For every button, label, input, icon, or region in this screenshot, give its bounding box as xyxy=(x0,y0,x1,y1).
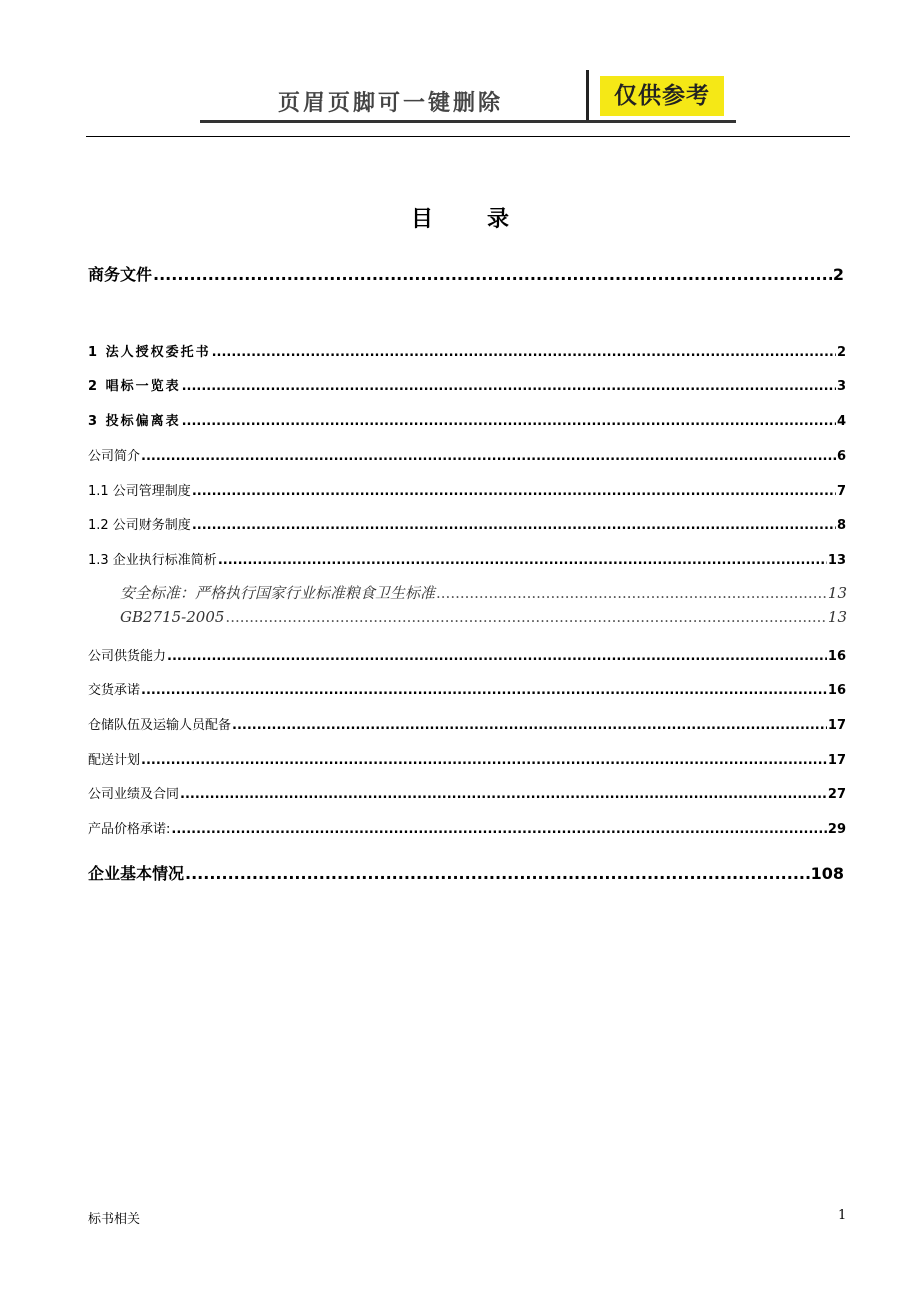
toc-entry-label: 公司业绩及合同 xyxy=(88,787,180,802)
toc-entry[interactable] xyxy=(88,714,846,733)
toc-entry-page: 16 xyxy=(827,683,846,698)
toc-entry[interactable] xyxy=(88,262,844,285)
toc-entry-label: 产品价格承诺: xyxy=(88,822,171,837)
toc-entry-label: 配送计划 xyxy=(88,753,141,768)
toc-entry-page: 2 xyxy=(836,345,846,360)
toc-entry-label: 仓储队伍及运输人员配备 xyxy=(88,718,232,733)
toc-entry-page: 13 xyxy=(827,608,847,626)
toc-entry[interactable] xyxy=(120,608,847,626)
toc-entry[interactable] xyxy=(88,549,846,568)
toc-leader-dots xyxy=(141,753,827,768)
toc-entry-label: 1.3 企业执行标准简析 xyxy=(88,553,217,568)
toc-leader-dots xyxy=(182,414,836,429)
toc-entry[interactable] xyxy=(88,645,846,664)
toc-entry[interactable] xyxy=(88,445,846,464)
toc-leader-dots xyxy=(436,584,827,602)
toc-entry-label: 2 唱标一览表 xyxy=(88,379,181,394)
toc-entry-label: 公司简介 xyxy=(88,449,141,464)
toc-leader-dots xyxy=(192,518,836,533)
toc-leader-dots xyxy=(232,718,827,733)
toc-entry[interactable] xyxy=(88,783,846,802)
toc-entry-page: 13 xyxy=(827,553,846,568)
toc-leader-dots xyxy=(171,822,827,837)
toc-entry[interactable] xyxy=(120,582,847,603)
toc-entry-label: 1.1 公司管理制度 xyxy=(88,484,191,499)
toc-leader-dots xyxy=(182,379,836,394)
toc-entry-page: 6 xyxy=(836,449,846,464)
toc-entry-page: 27 xyxy=(827,787,846,802)
toc-entry[interactable] xyxy=(88,679,846,698)
toc-entry-page: 7 xyxy=(836,484,846,499)
footer-label: 标书相关 xyxy=(88,1212,141,1227)
toc-leader-dots xyxy=(180,787,827,802)
footer-page-number: 1 xyxy=(838,1208,847,1223)
toc-entry-label: 交货承诺 xyxy=(88,683,141,698)
toc-leader-dots xyxy=(141,683,827,698)
toc-leader-dots xyxy=(212,345,836,360)
toc-entry[interactable] xyxy=(88,341,846,360)
toc-entry-page: 13 xyxy=(827,584,847,602)
toc-entry-label: 1.2 公司财务制度 xyxy=(88,518,191,533)
toc-leader-dots xyxy=(167,649,827,664)
toc-entry-page: 108 xyxy=(810,864,844,883)
toc-leader-dots xyxy=(185,864,810,883)
toc-entry-label: 安全标准：严格执行国家行业标准粮食卫生标准 xyxy=(120,584,436,602)
toc-entry-label: 1 法人授权委托书 xyxy=(88,345,211,360)
toc-leader-dots xyxy=(141,449,836,464)
toc-entry[interactable] xyxy=(88,514,846,533)
toc-entry[interactable] xyxy=(88,480,846,499)
toc-entry-page: 4 xyxy=(836,414,846,429)
toc-entry-label: 公司供货能力 xyxy=(88,649,167,664)
toc-entry-label: 3 投标偏离表 xyxy=(88,414,181,429)
toc-entry-page: 16 xyxy=(827,649,846,664)
toc-entry[interactable] xyxy=(88,818,846,837)
toc-entry-page: 3 xyxy=(836,379,846,394)
toc-entry-label: 企业基本情况 xyxy=(88,864,185,883)
toc-leader-dots xyxy=(192,484,836,499)
toc-leader-dots xyxy=(218,553,827,568)
toc-entry-page: 2 xyxy=(832,265,844,284)
toc-entry-page: 29 xyxy=(827,822,846,837)
toc-title: 目录 xyxy=(410,207,563,232)
toc-entry[interactable] xyxy=(88,749,846,768)
toc-entry[interactable] xyxy=(88,861,844,884)
toc-entry-label: GB2715-2005 xyxy=(120,608,225,626)
toc-entry[interactable] xyxy=(88,410,846,429)
toc-entry-label: 商务文件 xyxy=(88,265,153,284)
header-banner-text: 页眉页脚可一键删除 xyxy=(278,90,504,116)
toc-entry-page: 17 xyxy=(827,718,846,733)
toc-entry-page: 8 xyxy=(836,518,846,533)
toc-entry[interactable] xyxy=(88,375,846,394)
reference-only-badge: 仅供参考 xyxy=(600,76,724,116)
toc-leader-dots xyxy=(225,608,826,626)
toc-entry-page: 17 xyxy=(827,753,846,768)
toc-leader-dots xyxy=(153,265,832,284)
